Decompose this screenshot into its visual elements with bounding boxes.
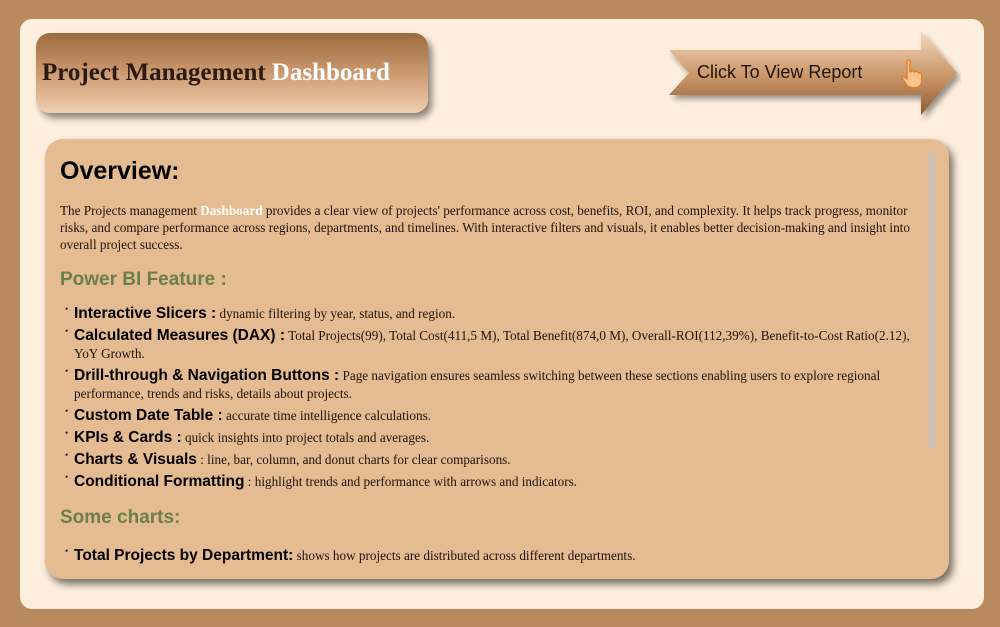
overview-heading: Overview:	[60, 157, 180, 185]
intro-highlight: Dashboard	[200, 203, 263, 218]
charts-list	[60, 547, 918, 565]
power-bi-feature-heading: Power BI Feature :	[60, 269, 227, 290]
intro-text: The Projects management	[60, 203, 201, 218]
feature-name: Interactive Slicers :	[74, 305, 217, 322]
overview-intro	[60, 202, 918, 253]
feature-name: Custom Date Table :	[74, 407, 223, 424]
list-item	[60, 473, 918, 491]
feature-desc: Page navigation ensures seamless switching between these sections enabling users to explore regional performance, trends and risks, details about projects.	[74, 368, 881, 401]
list-item	[60, 327, 918, 363]
chart-desc: shows how projects are distributed across different departments.	[293, 548, 636, 563]
feature-desc: accurate time intelligence calculations.	[222, 408, 432, 423]
overview-panel	[45, 139, 949, 579]
list-item	[60, 429, 918, 447]
title-text-part2: Dashboard	[271, 59, 390, 86]
intro-text-cont: provides a clear view of projects' performance across cost, benefits, ROI, and complexity. It helps track progress, monitor risks, and compare performance across regions, departments, and timelines. With interactive filters and visuals, it enables better decision-making and insight into overall project success.	[60, 203, 910, 252]
feature-desc: Total Projects(99), Total Cost(411,5 M), Total Benefit(874,0 M), Overall-ROI(112,39%), Benefit-to-Cost Ratio(2.12), YoY Growth.	[74, 328, 910, 361]
chart-name: Total Projects by Department:	[74, 547, 294, 564]
feature-name: Conditional Formatting	[74, 473, 245, 490]
view-report-label: Click To View Report	[697, 62, 863, 82]
list-item	[60, 407, 918, 425]
view-report-button[interactable]	[669, 31, 959, 115]
feature-desc: dynamic filtering by year, status, and region.	[216, 306, 456, 321]
title-text-part1: Project Management	[42, 59, 266, 86]
list-item	[60, 367, 918, 403]
dashboard-title	[36, 33, 428, 113]
some-charts-heading: Some charts:	[60, 507, 181, 528]
list-item	[60, 451, 918, 469]
feature-name: Calculated Measures (DAX) :	[74, 327, 286, 344]
list-item	[60, 305, 918, 323]
feature-name: Charts & Visuals	[74, 451, 197, 468]
feature-desc: quick insights into project totals and averages.	[181, 430, 430, 445]
list-item	[60, 547, 918, 565]
overview-content	[60, 156, 918, 569]
feature-desc: : highlight trends and performance with arrows and indicators.	[244, 474, 578, 489]
panel-scrollbar[interactable]	[929, 153, 935, 449]
feature-name: KPIs & Cards :	[74, 429, 182, 446]
feature-list	[60, 305, 918, 491]
feature-desc: : line, bar, column, and donut charts for clear comparisons.	[196, 452, 511, 467]
feature-name: Drill-through & Navigation Buttons :	[74, 367, 340, 384]
